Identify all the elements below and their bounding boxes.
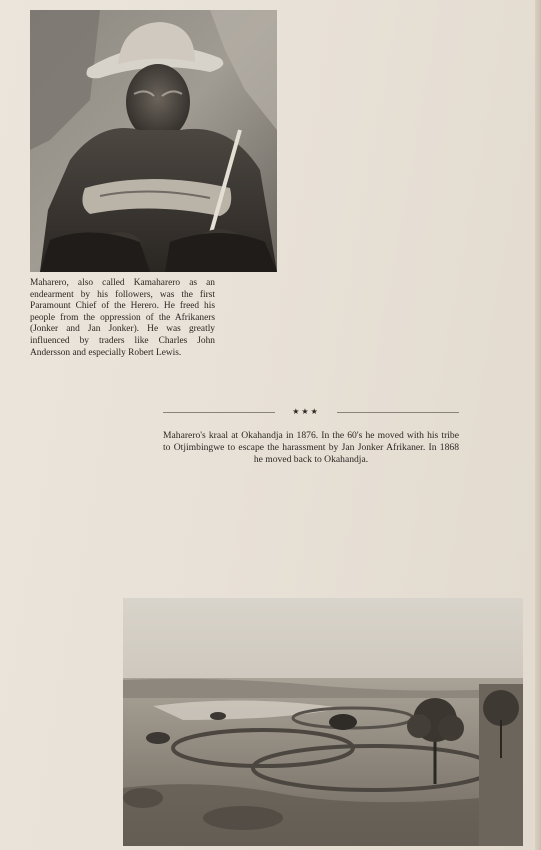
star-ornament: ★★★	[292, 407, 320, 416]
portrait-caption: Maharero, also called Kamaharero as an endearment by his followers, was the first Paramount Chief of the Herero. He freed his people from the oppression of the Afrikaners (Jonker and Jan Jonker). He was greatly influenced by traders like Charles John Andersson and especially Robert Lewis.	[30, 278, 215, 358]
kraal-caption: Maharero's kraal at Okahandja in 1876. In the 60's he moved with his tribe to Otjimbingwe to escape the harassment by Jan Jonker Afrikaner. In 1868 he moved back to Okahandja.	[163, 430, 459, 465]
section-divider	[163, 404, 459, 420]
portrait-photo	[30, 10, 277, 272]
divider-rule-left	[163, 412, 275, 413]
landscape-photo	[123, 598, 523, 846]
page-edge	[535, 0, 541, 850]
divider-rule-right	[337, 412, 459, 413]
